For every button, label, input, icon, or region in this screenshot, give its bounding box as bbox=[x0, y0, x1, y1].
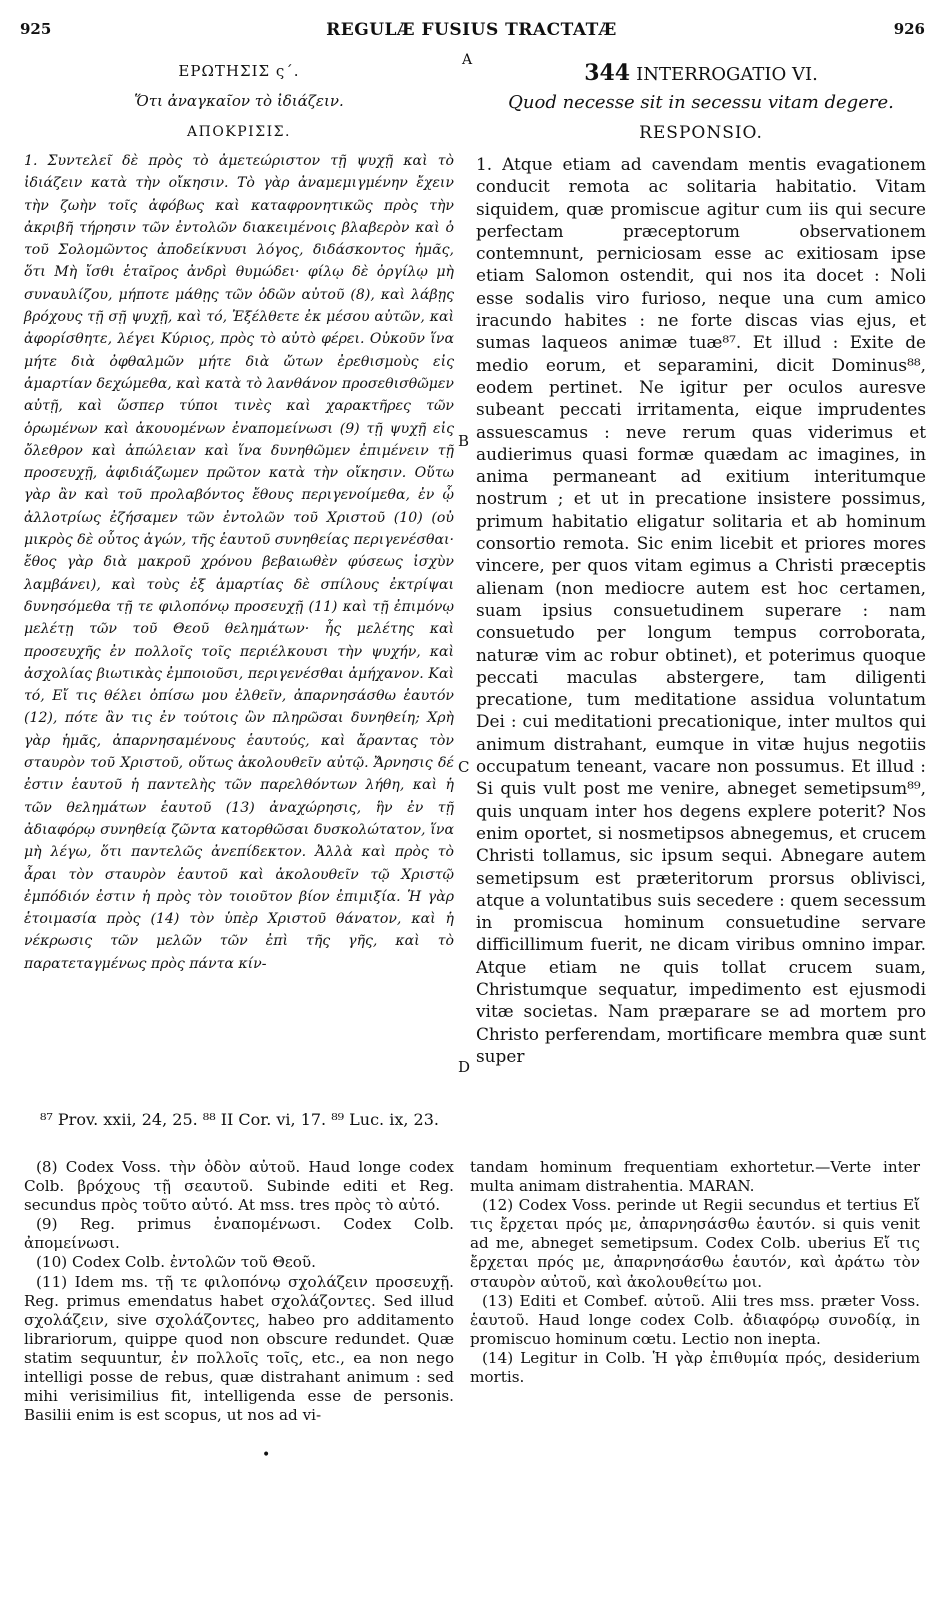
latin-response-heading: RESPONSIO. bbox=[639, 123, 763, 143]
footnote: (13) Editi et Combef. αὐτοῦ. Alii tres mss. præter Voss. ἑαυτοῦ. Haud longe codex Colb. ἀδιαφόρῳ συνοδίᾳ, in promiscuo hominum cœtu. Lectio non inepta. bbox=[470, 1291, 920, 1348]
footnotes-right bbox=[470, 1158, 920, 1387]
footnote: (14) Legitur in Colb. Ἡ γὰρ ἐπιθυμία πρός, desiderium mortis. bbox=[470, 1348, 920, 1387]
footnote: (9) Reg. primus ἐναπομένωσι. Codex Colb. ἀπομείνωσι. bbox=[24, 1215, 454, 1253]
greek-response-heading: ΑΠΟΚΡΙΣΙΣ. bbox=[187, 124, 291, 140]
latin-subtitle: Quod necesse sit in secessu vitam degere. bbox=[508, 92, 894, 113]
latin-paragraph: 1. Atque etiam ad cavendam mentis evagationem conducit remota ac solitaria habitatio. Vitam siquidem, quæ promiscue agitur cum iis qui secure perfectam præceptorum observationem contemnunt, perniciosam esse ac exitiosam ipse etiam Salomon ostendit, qui nos ita docet : Noli esse sodalis viro furioso, neque una cum amico iracundo habites : ne forte discas vias ejus, et sumas laqueos animæ tuæ⁸⁷. Et illud : Exite de medio eorum, et separamini, dicit Dominus⁸⁸, eodem pertinet. Ne igitur per oculos auresve subeant peccati irritamenta, eique imprudentes assuescamus : neve rerum quas viderimus et audierimus quasi formæ quædam ac imagines, in anima permaneant ad exitium interitumque nostrum ; et ut in precatione insistere possimus, primum habitatio eligatur solitaria et ab hominum consortio remota. Sic enim licebit et priores mores vincere, per quos vitam egimus a Christi præceptis alienam (non mediocre autem est hoc certamen, suam ipsius consuetudinem superare : nam consuetudo per longum tempus corroborata, naturæ vim ac robur obtinet), et poterimus quoque peccati maculas abstergere, tam diligenti precatione, tum meditatione assidua voluntatum Dei : cui meditationi precationique, inter multos qui animum distrahant, eumque in vitæ hujus negotiis occupatum teneant, vacare non possumus. Et illud : Si quis vult post me venire, abneget semetipsum⁸⁹, quis unquam inter hos degens explere poterit? Nos enim oportet, si nosmetipsos abnegemus, et crucem Christi tollamus, sic ipsum sequi. Abnegare autem semetipsum est præteritorum prorsus oblivisci, atque a voluntatibus suis secedere : quem secessum in promiscua hominum consuetudine servare difficillimum fuerit, ne dicam viribus omnino impar. Atque etiam ne quis tollat crucem suam, Christumque sequatur, impedimento est ejusmodi vitæ societas. Nam præparare se ad mortem pro Christo perferendam, mortificare membra quæ sunt super bbox=[476, 154, 926, 1066]
footnote: (8) Codex Voss. τὴν ὁδὸν αὐτοῦ. Haud longe codex Colb. βρόχους τῇ σεαυτοῦ. Subinde editi et Reg. secundus πρὸς τοῦτο αὐτό. At mss. tres πρὸς τὸ αὐτό. bbox=[24, 1158, 454, 1215]
footnote: (10) Codex Colb. ἐντολῶν τοῦ Θεοῦ. bbox=[36, 1253, 316, 1272]
greek-column bbox=[24, 60, 454, 975]
column-marker-a: A bbox=[462, 52, 473, 68]
footnotes-left bbox=[24, 1158, 454, 1425]
latin-page-number: 344 bbox=[584, 60, 631, 86]
page-number-left: 925 bbox=[20, 20, 52, 38]
greek-paragraph: 1. Συντελεῖ δὲ πρὸς τὸ ἀμετεώριστον τῇ ψυχῇ καὶ τὸ ἰδιάζειν κατὰ τὴν οἴκησιν. Τὸ γὰρ ἀναμεμιγμένην ἔχειν τὴν ζωὴν τοῖς ἀφόβως καὶ καταφρονητικῶς πρὸς τὴν ἀκριβῆ τήρησιν τῶν ἐντολῶν διακειμένοις βλαβερὸν καὶ ὁ τοῦ Σολομῶντος ἀποδείκνυσι λόγος, διδάσκοντος ἡμᾶς, ὅτι Μὴ ἴσθι ἑταῖρος ἀνδρὶ θυμώδει· φίλῳ δὲ ὀργίλῳ μὴ συναυλίζου, μήποτε μάθῃς τῶν ὁδῶν αὐτοῦ (8), καὶ λάβῃς βρόχους τῇ σῇ ψυχῇ, καὶ τό, Ἐξέλθετε ἐκ μέσου αὐτῶν, καὶ ἀφορίσθητε, λέγει Κύριος, πρὸς τὸ αὐτὸ φέρει. Οὐκοῦν ἵνα μήτε διὰ ὀφθαλμῶν μήτε διὰ ὤτων ἐρεθισμοὺς εἰς ἁμαρτίαν δεχώμεθα, καὶ κατὰ τὸ λανθάνον προσεθισθῶμεν αὐτῇ, καὶ ὥσπερ τύποι τινὲς καὶ χαρακτῆρες τῶν ὁρωμένων καὶ ἀκουομένων ἐναπομείνωσι (9) τῇ ψυχῇ εἰς ὄλεθρον καὶ ἀπώλειαν καὶ ἵνα δυνηθῶμεν ἐπιμένειν τῇ προσευχῇ, ἀφιδιάζωμεν πρῶτον κατὰ τὴν οἴκησιν. Οὕτω γὰρ ἂν καὶ τοῦ προλαβόντος ἔθους περιγενοίμεθα, ἐν ᾧ ἀλλοτρίως ἐζήσαμεν τῶν ἐντολῶν τοῦ Χριστοῦ (10) (οὐ μικρὸς δὲ οὗτος ἀγών, τῆς ἑαυτοῦ συνηθείας περιγενέσθαι· ἔθος γὰρ διὰ μακροῦ χρόνου βεβαιωθὲν φύσεως ἰσχὺν λαμβάνει), καὶ τοὺς ἐξ ἁμαρτίας δὲ σπίλους ἐκτρίψαι δυνησόμεθα τῇ τε φιλοπόνῳ προσευχῇ (11) καὶ τῇ ἐπιμόνῳ μελέτῃ τῶν τοῦ Θεοῦ θελημάτων· ἧς μελέτης καὶ προσευχῆς ἐν πολλοῖς τοῖς περιέλκουσι τὴν ψυχήν, καὶ ἀσχολίας βιωτικὰς ἐμποιοῦσι, περιγενέσθαι ἀμήχανον. Καὶ τό, Εἴ τις θέλει ὀπίσω μου ἐλθεῖν, ἀπαρνησάσθω ἑαυτόν (12), πότε ἂν τις ἐν τούτοις ὢν πληρῶσαι δυνηθείη; Χρὴ γὰρ ἡμᾶς, ἀπαρνησαμένους ἑαυτούς, καὶ ἄραντας τὸν σταυρὸν τοῦ Χριστοῦ, οὕτως ἀκολουθεῖν αὐτῷ. Ἄρνησις δέ ἐστιν ἑαυτοῦ ἡ παντελὴς τῶν παρελθόντων λήθη, καὶ ἡ τῶν θελημάτων ἑαυτοῦ (13) ἀναχώρησις, ἣν ἐν τῇ ἀδιαφόρῳ συνηθείᾳ ζῶντα κατορθῶσαι δυσκολώτατον, ἵνα μὴ λέγω, ὅτι παντελῶς ἀνεπίδεκτον. Ἀλλὰ καὶ πρὸς τὸ ἆραι τὸν σταυρὸν ἑαυτοῦ καὶ ἀκολουθεῖν τῷ Χριστῷ ἐμπόδιόν ἐστιν ἡ πρὸς τὸν τοιοῦτον βίον ἐπιμιξία. Ἡ γὰρ ἑτοιμασία πρὸς (14) τὸν ὑπὲρ Χριστοῦ θάνατον, καὶ ἡ νέκρωσις τῶν μελῶν τῶν ἐπὶ τῆς γῆς, καὶ τὸ παρατεταγμένως πρὸς πάντα κίν- bbox=[24, 153, 454, 972]
latin-question-title bbox=[476, 60, 926, 86]
footer-mark: • bbox=[262, 1447, 271, 1463]
column-marker-d: D bbox=[458, 1058, 471, 1076]
footnote: (12) Codex Voss. perinde ut Regii secundus et tertius Εἴ τις ἔρχεται πρός με, ἀπαρνησάσθω ἑαυτόν. si quis venit ad me, abneget semetipsum. Codex Colb. uberius Εἴ τις ἔρχεται πρός με, ἀπαρνησάσθω ἑαυτόν, καὶ ἀράτω τὸν σταυρὸν αὐτοῦ, καὶ ἀκολουθείτω μοι. bbox=[470, 1196, 920, 1291]
latin-body bbox=[476, 153, 926, 1067]
footnote: tandam hominum frequentiam exhortetur.—Verte inter multa animam distrahentia. MARAN. bbox=[470, 1158, 920, 1196]
column-marker-c: C bbox=[458, 758, 470, 776]
bible-references: ⁸⁷ Prov. xxii, 24, 25. ⁸⁸ II Cor. vi, 17. ⁸⁹ Luc. ix, 23. bbox=[40, 1110, 439, 1129]
footnote: (11) Idem ms. τῇ τε φιλοπόνῳ σχολάζειν προσευχῇ. Reg. primus emendatus habet σχολάζοντες. Sed illud σχολάζειν, sive σχολάζοντες, habeo pro additamento librariorum, quippe quod non obscure redundet. Quæ statim sequuntur, ἐν πολλοῖς τοῖς, etc., ea non nego intelligi posse de rebus, quæ distrahant animum : sed mihi verisimilius fit, intelligenda esse de personis. Basilii enim is est scopus, ut nos ad vi- bbox=[24, 1272, 454, 1425]
greek-body bbox=[24, 150, 454, 975]
running-title: REGULÆ FUSIUS TRACTATÆ bbox=[326, 20, 617, 40]
greek-subtitle: Ὅτι ἀναγκαῖον τὸ ἰδιάζειν. bbox=[134, 92, 344, 110]
page-number-right: 926 bbox=[893, 20, 925, 38]
latin-question-label: INTERROGATIO VI. bbox=[636, 64, 818, 85]
latin-column bbox=[476, 60, 926, 1067]
column-marker-b: B bbox=[458, 432, 470, 450]
greek-question-title: ΕΡΩΤΗΣΙΣ ς΄. bbox=[178, 62, 300, 80]
